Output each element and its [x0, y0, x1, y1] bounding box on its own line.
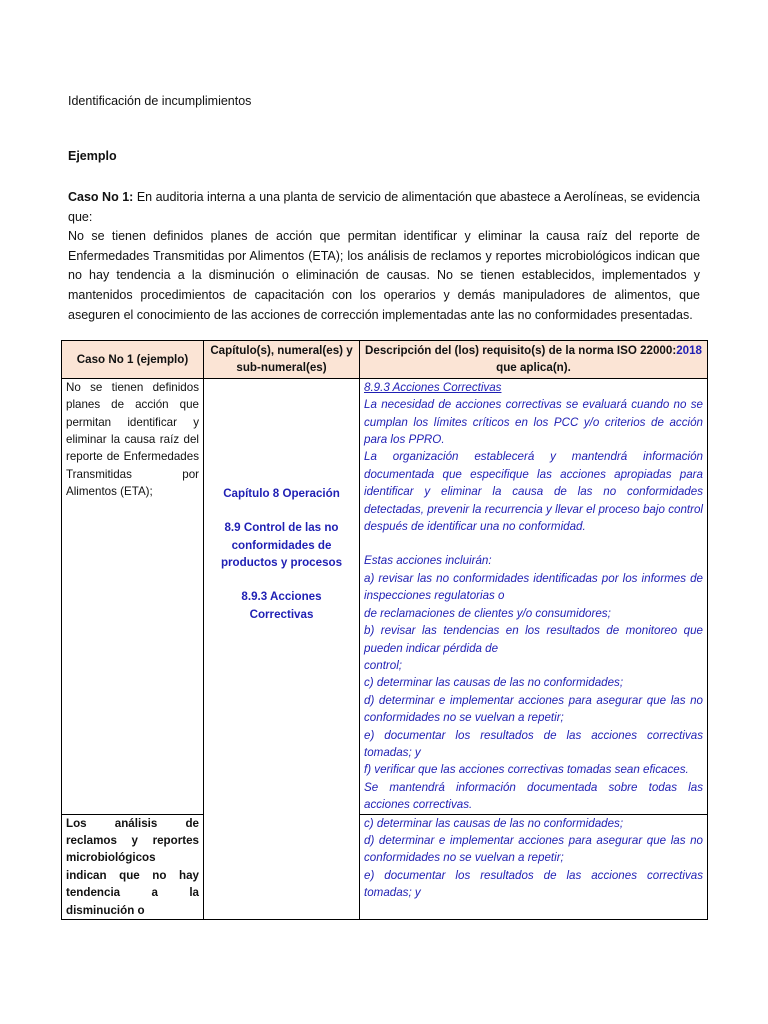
- case-intro-text: En auditoria interna a una planta de servicio de alimentación que abastece a Aerolíneas, se evidencia que:: [68, 190, 700, 224]
- requirement-c: c) determinar las causas de las no conformidades;: [364, 816, 624, 830]
- requirement-d: d) determinar e implementar acciones para asegurar que las no conformidades no se vuelvan a repetir;: [364, 693, 703, 725]
- page-title: Identificación de incumplimientos: [68, 94, 252, 108]
- case-body: No se tienen definidos planes de acción que permitan identificar y eliminar la causa raíz del reporte de Enfermedades Transmitidas por Alimentos (ETA); los análisis de reclamos y reportes microbiológicos indican que no hay tendencia a la disminución o eliminación de causas. No se tienen establecidos, implementados y mantenidos procedimientos de capacitación con los operarios y demás manipuladores de alimentos, que aseguren el conocimiento de las acciones de corrección implementadas ante las no conformidades presentadas.: [68, 229, 700, 322]
- requirement-a2: de reclamaciones de clientes y/o consumidores;: [364, 606, 611, 620]
- requirement-b1: b) revisar las tendencias en los resultados de monitoreo que pueden indicar pérdida de: [364, 624, 703, 655]
- requirement-c: c) determinar las causas de las no conformidades;: [364, 676, 624, 690]
- case-label: Caso No 1:: [68, 190, 134, 204]
- requirement-title: 8.9.3 Acciones Correctivas: [364, 380, 502, 394]
- chapter-cell: [204, 378, 360, 919]
- header-case: Caso No 1 (ejemplo): [62, 341, 204, 379]
- requirements-table: [61, 340, 708, 920]
- requirement-p3: Estas acciones incluirán:: [364, 554, 492, 568]
- chapter-label: Capítulo 8 Operación: [223, 486, 340, 500]
- requirement-f: f) verificar que las acciones correctivas tomadas sean eficaces.: [364, 763, 689, 777]
- finding-cell: Los análisis de reclamos y reportes microbiológicos indican que no hay tendencia a la disminución o: [62, 814, 204, 919]
- example-label: Ejemplo: [68, 149, 117, 163]
- header-description-b: que aplica(n).: [496, 361, 571, 375]
- requirement-cell: [360, 814, 708, 919]
- requirement-p2: La organización establecerá y mantendrá información documentada que especifique las acciones apropiadas para identificar y eliminar la causa de las no conformidades detectadas, prevenir la recurrencia y llevar el proceso bajo control después de identificar una no conformidad.: [364, 450, 703, 534]
- requirement-e: e) documentar los resultados de las acciones correctivas tomadas; y: [364, 868, 703, 900]
- requirement-a1: a) revisar las no conformidades identificadas por los informes de inspecciones regulatorias o: [364, 571, 703, 603]
- case-intro: [68, 188, 700, 227]
- numeral-label: 8.9 Control de las no conformidades de productos y procesos: [220, 521, 343, 569]
- requirement-e: e) documentar los resultados de las acciones correctivas tomadas; y: [364, 728, 703, 759]
- header-description: [360, 341, 708, 379]
- requirement-cell: [360, 378, 708, 814]
- table-row: [62, 378, 708, 814]
- requirement-b2: control;: [364, 658, 403, 672]
- requirement-g: Se mantendrá información documentada sobre todas las acciones correctivas.: [364, 780, 703, 812]
- table-row: [62, 814, 708, 919]
- header-chapter: Capítulo(s), numeral(es) y sub-numeral(es): [204, 341, 360, 379]
- finding-cell: No se tienen definidos planes de acción que permitan identificar y eliminar la causa raíz del reporte de Enfermedades Transmitidas por Alimentos (ETA);: [62, 378, 204, 814]
- case-description: [68, 188, 700, 325]
- header-description-a: Descripción del (los) requisito(s) de la norma ISO 22000:: [365, 344, 677, 357]
- header-year: 2018: [676, 344, 702, 357]
- subnumeral-label: 8.9.3 Acciones Correctivas: [241, 590, 322, 621]
- requirement-d: d) determinar e implementar acciones para asegurar que las no conformidades no se vuelvan a repetir;: [364, 833, 703, 865]
- table-header-row: [62, 341, 708, 379]
- requirement-p1: La necesidad de acciones correctivas se evaluará cuando no se cumplan los límites críticos en los PCC y/o criterios de acción para los PPRO.: [364, 398, 703, 447]
